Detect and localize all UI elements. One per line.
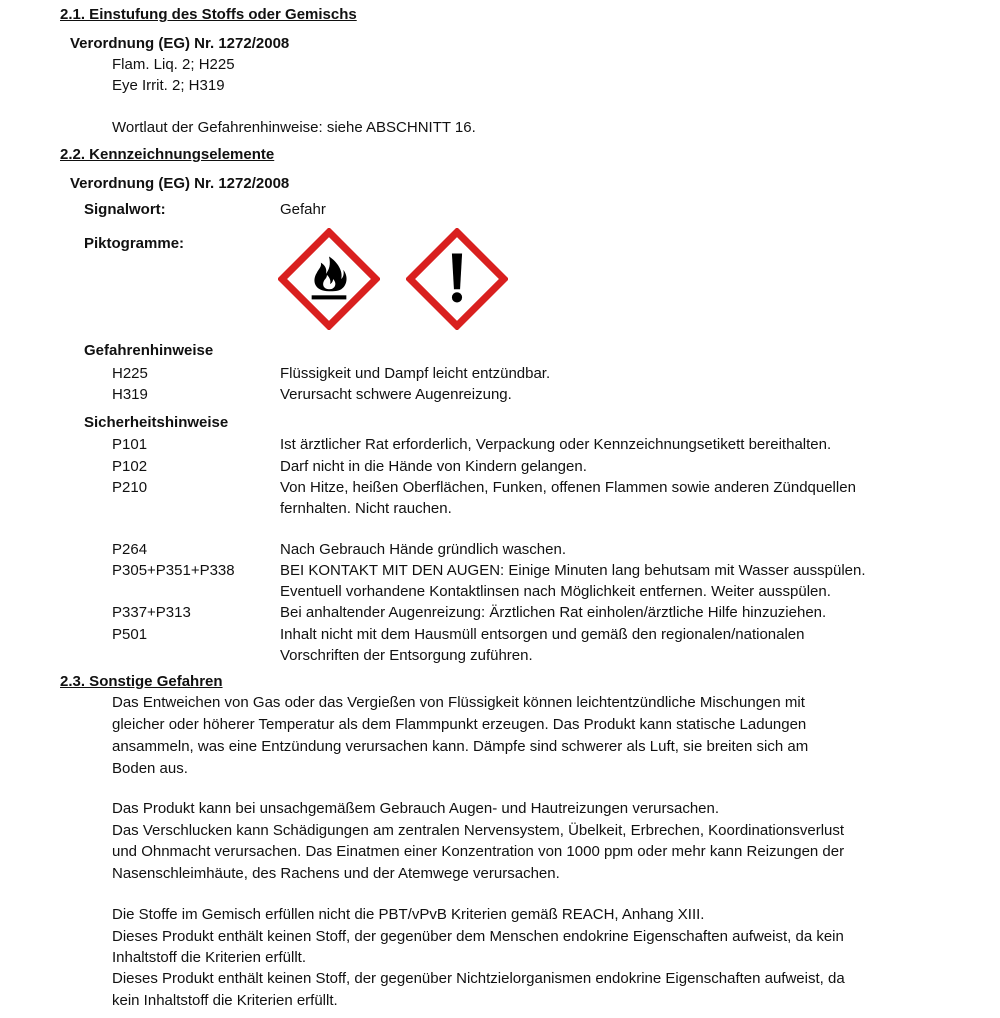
flame-pictogram-icon [278,228,380,330]
other-hazards-line: Inhaltstoff die Kriterien erfüllt. [112,949,306,966]
pictograms-label: Piktogramme: [84,235,185,252]
classification-line: Flam. Liq. 2; H225 [112,56,235,73]
hazard-wording-note: Wortlaut der Gefahrenhinweise: siehe ABSCHNITT 16. [112,119,476,136]
other-hazards-line: Die Stoffe im Gemisch erfüllen nicht die PBT/vPvB Kriterien gemäß REACH, Anhang XIII. [112,906,705,923]
precaution-code: P305+P351+P338 [112,562,235,579]
precaution-text: Vorschriften der Entsorgung zuführen. [280,647,533,664]
other-hazards-line: und Ohnmacht verursachen. Das Einatmen einer Konzentration von 1000 ppm oder mehr kann Reizungen der [112,843,845,860]
classification-line: Eye Irrit. 2; H319 [112,77,225,94]
precaution-text: BEI KONTAKT MIT DEN AUGEN: Einige Minuten lang behutsam mit Wasser ausspülen. [280,562,866,579]
precaution-code: P102 [112,458,148,475]
section-2-3-heading: 2.3. Sonstige Gefahren [60,673,223,690]
precaution-code: P264 [112,541,148,558]
precaution-text: Darf nicht in die Hände von Kindern gelangen. [280,458,587,475]
other-hazards-line: Boden aus. [112,760,188,777]
precaution-code: P337+P313 [112,604,191,621]
other-hazards-line: Das Entweichen von Gas oder das Vergießen von Flüssigkeit können leichtentzündliche Mischungen mit [112,694,805,711]
hazard-code: H319 [112,386,148,403]
signal-word-label: Signalwort: [84,201,166,218]
precaution-code: P501 [112,626,148,643]
precaution-text: Bei anhaltender Augenreizung: Ärztlichen Rat einholen/ärztliche Hilfe hinzuziehen. [280,604,827,621]
other-hazards-line: ansammeln, was eine Entzündung verursachen kann. Dämpfe sind schwerer als Luft, sie breiten sich am [112,738,809,755]
precaution-text: Von Hitze, heißen Oberflächen, Funken, offenen Flammen sowie anderen Zündquellen [280,479,856,496]
section-2-2-heading: 2.2. Kennzeichnungselemente [60,146,275,163]
precaution-code: P210 [112,479,148,496]
section-2-1-heading: 2.1. Einstufung des Stoffs oder Gemischs [60,6,357,23]
other-hazards-line: Das Produkt kann bei unsachgemäßem Gebrauch Augen- und Hautreizungen verursachen. [112,800,720,817]
precaution-code: P101 [112,436,148,453]
signal-word-value: Gefahr [280,201,326,218]
other-hazards-line: Dieses Produkt enthält keinen Stoff, der gegenüber dem Menschen endokrine Eigenschaften aufweist, da kein [112,928,844,945]
other-hazards-line: Nasenschleimhäute, des Rachens und der Atemwege verursachen. [112,865,560,882]
section-2-2-regulation: Verordnung (EG) Nr. 1272/2008 [70,175,290,192]
precaution-text: Nach Gebrauch Hände gründlich waschen. [280,541,567,558]
hazard-text: Flüssigkeit und Dampf leicht entzündbar. [280,365,551,382]
precaution-text: Inhalt nicht mit dem Hausmüll entsorgen und gemäß den regionalen/nationalen [280,626,805,643]
section-2-1-regulation: Verordnung (EG) Nr. 1272/2008 [70,35,290,52]
exclamation-pictogram-icon [406,228,508,330]
precaution-text: fernhalten. Nicht rauchen. [280,500,452,517]
precaution-text: Eventuell vorhandene Kontaktlinsen nach Möglichkeit entfernen. Weiter ausspülen. [280,583,831,600]
precaution-text: Ist ärztlicher Rat erforderlich, Verpackung oder Kennzeichnungsetikett bereithalten. [280,436,832,453]
hazard-statements-label: Gefahrenhinweise [84,342,214,359]
other-hazards-line: Das Verschlucken kann Schädigungen am zentralen Nervensystem, Übelkeit, Erbrechen, Koordinationsverlust [112,822,845,839]
hazard-code: H225 [112,365,148,382]
other-hazards-line: Dieses Produkt enthält keinen Stoff, der gegenüber Nichtzielorganismen endokrine Eigenschaften aufweist, da [112,970,845,987]
other-hazards-line: gleicher oder höherer Temperatur als dem Flammpunkt erzeugen. Das Produkt kann statische Ladungen [112,716,807,733]
hazard-text: Verursacht schwere Augenreizung. [280,386,512,403]
precautionary-statements-label: Sicherheitshinweise [84,414,229,431]
other-hazards-line: kein Inhaltstoff die Kriterien erfüllt. [112,992,338,1009]
